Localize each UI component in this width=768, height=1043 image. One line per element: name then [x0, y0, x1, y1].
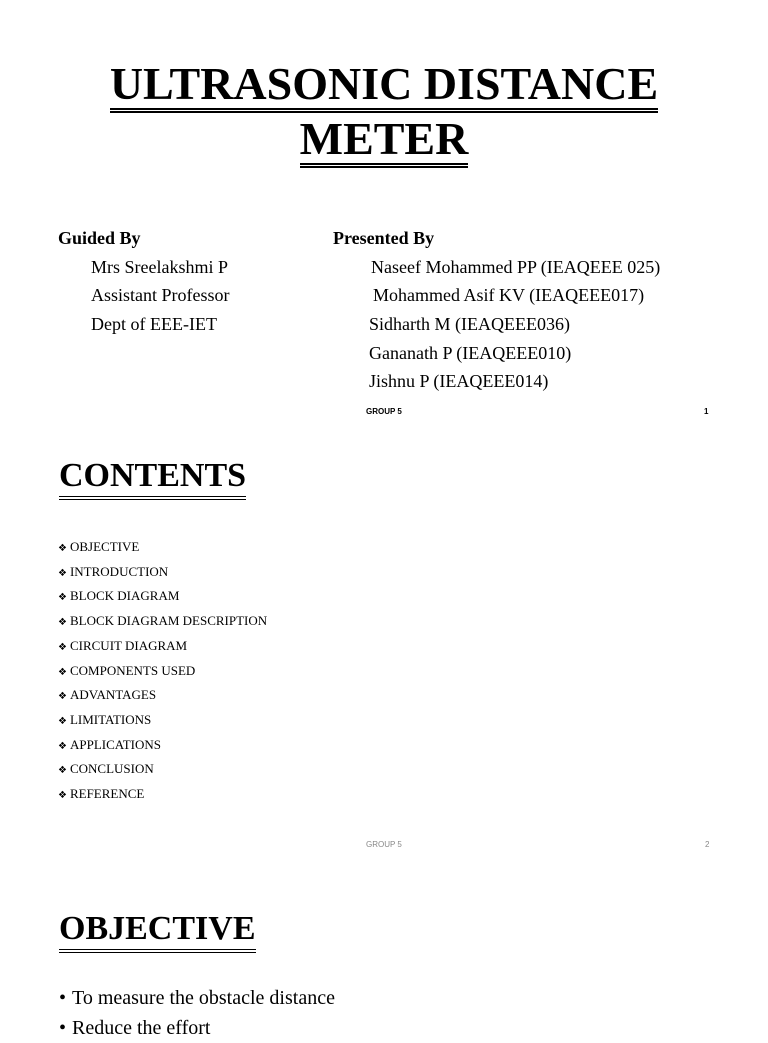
presenter-item: Jishnu P (IEAQEEE014): [369, 371, 549, 391]
diamond-bullet-icon: ❖: [58, 567, 67, 579]
contents-list: [58, 536, 267, 808]
page-number: 1: [704, 407, 709, 416]
diamond-bullet-icon: ❖: [58, 641, 67, 653]
diamond-bullet-icon: ❖: [58, 765, 67, 777]
list-item: ❖ INTRODUCTION: [58, 563, 169, 579]
bullet-dot-icon: •: [59, 987, 67, 1009]
slide-1: [0, 0, 768, 432]
footer-group: GROUP 5: [366, 407, 402, 416]
diamond-bullet-icon: ❖: [58, 617, 67, 629]
list-item: ❖ LIMITATIONS: [58, 711, 152, 727]
presenter-item: Naseef Mohammed PP (IEAQEEE 025): [371, 257, 661, 277]
guide-name: Mrs Sreelakshmi P: [91, 257, 228, 277]
diamond-bullet-icon: ❖: [58, 592, 67, 604]
list-item: ❖ BLOCK DIAGRAM: [58, 588, 180, 604]
slide-3: [0, 865, 768, 1039]
list-item: ❖ BLOCK DIAGRAM DESCRIPTION: [58, 613, 268, 629]
list-item: ❖ REFERENCE: [58, 786, 145, 802]
guide-designation: Assistant Professor: [91, 285, 230, 305]
list-item: ❖ APPLICATIONS: [58, 736, 161, 752]
diamond-bullet-icon: ❖: [58, 715, 67, 727]
presenter-item: Gananath P (IEAQEEE010): [369, 343, 572, 363]
objective-title: OBJECTIVE: [59, 909, 256, 953]
page-number: 2: [705, 840, 710, 849]
bullet-dot-icon: •: [59, 1017, 67, 1039]
list-item: • Reduce the effort: [59, 1017, 211, 1039]
footer-group: GROUP 5: [366, 840, 402, 849]
main-title: [0, 58, 768, 168]
title-line-2: METER: [300, 115, 469, 168]
presented-by-label: Presented By: [333, 228, 435, 248]
diamond-bullet-icon: ❖: [58, 790, 67, 802]
guide-department: Dept of EEE-IET: [91, 314, 217, 334]
list-item: ❖ CIRCUIT DIAGRAM: [58, 637, 188, 653]
list-item: ❖ ADVANTAGES: [58, 687, 157, 703]
presenter-item: Mohammed Asif KV (IEAQEEE017): [373, 285, 645, 305]
guided-by-label: Guided By: [58, 228, 141, 248]
diamond-bullet-icon: ❖: [58, 666, 67, 678]
presenter-item: Sidharth M (IEAQEEE036): [369, 314, 570, 334]
slide-2: [0, 432, 768, 865]
list-item: ❖ CONCLUSION: [58, 761, 154, 777]
contents-title: CONTENTS: [59, 456, 246, 500]
diamond-bullet-icon: ❖: [58, 543, 67, 554]
list-item: ❖ COMPONENTS USED: [58, 662, 196, 678]
diamond-bullet-icon: ❖: [58, 691, 67, 703]
title-line-1: ULTRASONIC DISTANCE: [110, 60, 658, 113]
objective-list: [59, 983, 335, 1043]
diamond-bullet-icon: ❖: [58, 740, 67, 752]
list-item: ❖ OBJECTIVE: [58, 539, 140, 554]
list-item: • To measure the obstacle distance: [59, 987, 335, 1009]
